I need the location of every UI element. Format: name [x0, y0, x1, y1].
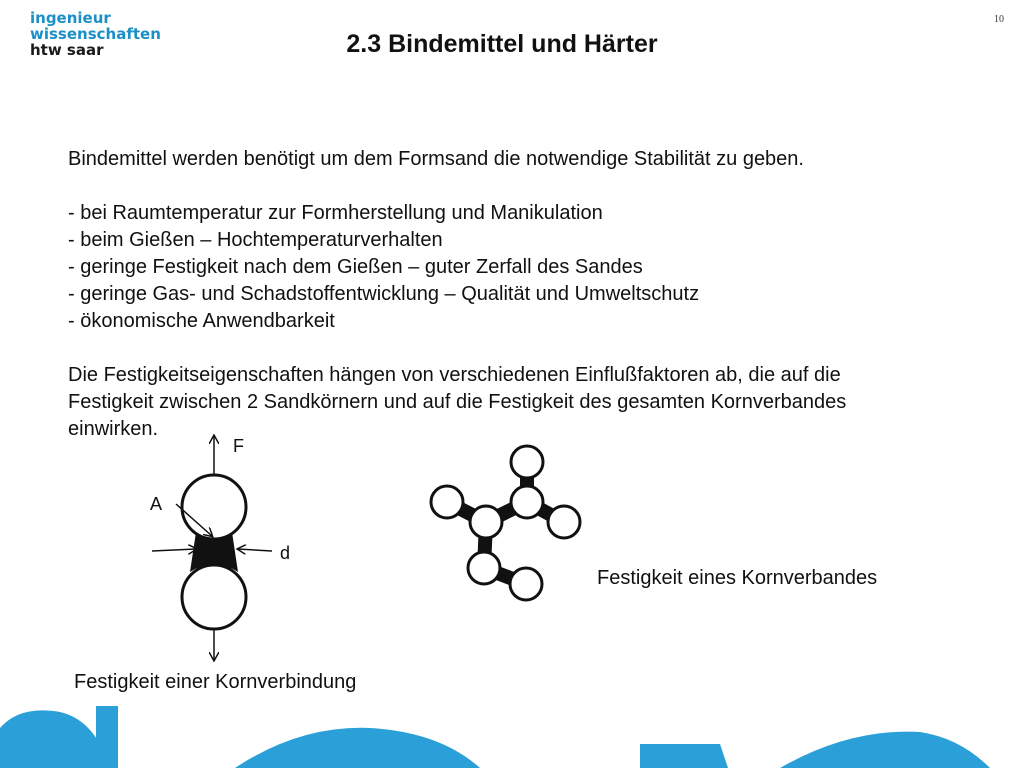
bullet-item: - beim Gießen – Hochtemperaturverhalten [68, 229, 443, 251]
grain-structure-caption: Festigkeit eines Kornverbandes [597, 567, 878, 589]
binder-bridges [447, 462, 564, 584]
grain-bond-caption: Festigkeit einer Kornverbindung [74, 671, 357, 693]
page-number: 10 [994, 14, 1004, 25]
force-label: F [233, 436, 244, 456]
intro-text: Bindemittel werden benötigt um dem Formsand die notwendige Stabilität zu geben. [68, 148, 804, 170]
logo-line-1: ingenieur [30, 9, 111, 27]
logo-line-3: htw saar [30, 41, 104, 59]
logo-line-2: wissenschaften [30, 25, 161, 43]
slide-title: 2.3 Bindemittel und Härter [346, 30, 658, 58]
area-label: A [150, 494, 163, 514]
paragraph-line: Festigkeit zwischen 2 Sandkörnern und auf die Festigkeit des gesamten Kornverbandes [68, 391, 847, 413]
paragraph-line: einwirken. [68, 418, 159, 440]
bullet-item: - geringe Gas- und Schadstoffentwicklung – Qualität und Umweltschutz [68, 283, 700, 305]
paragraph-line: Die Festigkeitseigenschaften hängen von verschiedenen Einflußfaktoren ab, die auf die [68, 364, 841, 386]
diameter-label: d [280, 543, 291, 563]
bullet-item: - ökonomische Anwendbarkeit [68, 310, 335, 332]
bullet-item: - bei Raumtemperatur zur Formherstellung und Manikulation [68, 202, 603, 224]
bullet-item: - geringe Festigkeit nach dem Gießen – guter Zerfall des Sandes [68, 256, 643, 278]
